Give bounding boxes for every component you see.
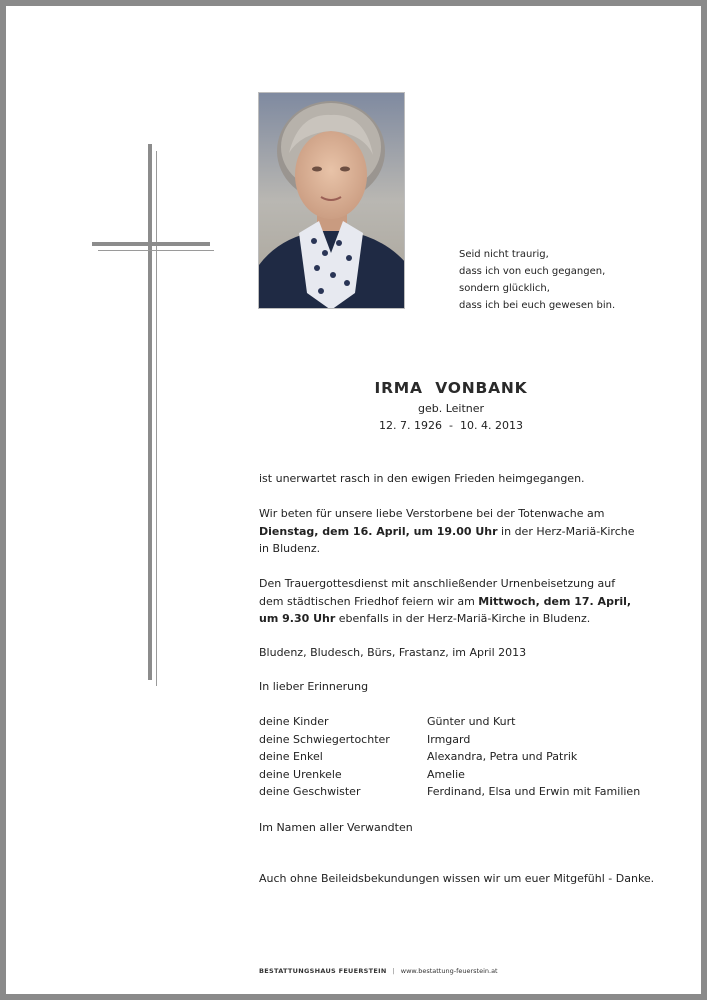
- family-relation: deine Enkel: [259, 750, 323, 763]
- poem-line: dass ich bei euch gewesen bin.: [459, 300, 616, 311]
- cross-shadow-vertical: [156, 151, 157, 686]
- portrait-photo: [258, 92, 405, 309]
- mass-line: Den Trauergottesdienst mit anschließender Urnenbeisetzung auf: [259, 577, 616, 590]
- mass-date: Mittwoch, dem 17. April,: [478, 594, 632, 608]
- wake-date: Dienstag, dem 16. April, um 19.00 Uhr: [259, 524, 498, 538]
- family-relation: deine Schwiegertochter: [259, 732, 390, 746]
- wake-line: [259, 523, 649, 541]
- closing-line: Auch ohne Beileidsbekundungen wissen wir um euer Mitgefühl - Danke.: [259, 872, 655, 885]
- poem-line: sondern glücklich,: [459, 283, 550, 294]
- family-names: Ferdinand, Elsa und Erwin mit Familien: [427, 785, 641, 798]
- family-row: [259, 783, 659, 801]
- wake-paragraph: [259, 505, 649, 558]
- intro-line: ist unerwartet rasch in den ewigen Frieden heimgegangen.: [259, 472, 585, 485]
- mass-line: [259, 593, 649, 611]
- mass-location: ebenfalls in der Herz-Mariä-Kirche in Bludenz.: [335, 612, 591, 625]
- family-relation: deine Kinder: [259, 715, 329, 728]
- intro-text: [259, 470, 649, 488]
- wake-location: in der Herz-Mariä-Kirche: [497, 524, 635, 538]
- footer-separator: |: [392, 967, 395, 975]
- deceased-name: IRMA VONBANK: [374, 379, 528, 397]
- wake-line: in Bludenz.: [259, 542, 321, 555]
- family-names: Amelie: [427, 767, 465, 781]
- family-row: [259, 766, 659, 784]
- mass-paragraph: [259, 575, 649, 628]
- mass-time: um 9.30 Uhr: [259, 612, 336, 625]
- family-names: Günter und Kurt: [427, 715, 516, 728]
- poem-line: Seid nicht traurig,: [459, 249, 549, 260]
- relatives-line: Im Namen aller Verwandten: [259, 821, 413, 834]
- family-row: [259, 713, 659, 731]
- family-relation: deine Urenkele: [259, 767, 342, 781]
- relatives-sign: [259, 819, 649, 837]
- life-dates: 12. 7. 1926 - 10. 4. 2013: [379, 419, 523, 432]
- closing-text: [259, 870, 655, 888]
- footer-website[interactable]: www.bestattung-feuerstein.at: [400, 967, 498, 975]
- mass-line: [259, 610, 649, 628]
- maiden-name: geb. Leitner: [417, 402, 485, 415]
- family-row: [259, 731, 659, 749]
- family-row: [259, 748, 659, 766]
- cross-icon: [148, 144, 152, 680]
- cross-bar: [92, 242, 210, 246]
- obituary-page: [6, 6, 701, 994]
- poem-line: dass ich von euch gegangen,: [459, 266, 606, 277]
- memory-line: In lieber Erinnerung: [259, 680, 369, 693]
- family-relation: deine Geschwister: [259, 785, 361, 798]
- family-list: [259, 713, 659, 801]
- memory-text: [259, 678, 649, 696]
- family-names: Irmgard: [427, 732, 471, 746]
- footer-brand: BESTATTUNGSHAUS FEUERSTEIN: [259, 967, 387, 975]
- footer: [259, 967, 498, 975]
- family-names: Alexandra, Petra und Patrik: [427, 750, 578, 763]
- mass-text: dem städtischen Friedhof feiern wir am: [259, 594, 479, 608]
- places-line: Bludenz, Bludesch, Bürs, Frastanz, im April 2013: [259, 646, 527, 659]
- wake-line: Wir beten für unsere liebe Verstorbene bei der Totenwache am: [259, 507, 605, 520]
- places-text: [259, 644, 649, 662]
- cross-shadow-horizontal: [98, 250, 214, 251]
- poem: [459, 246, 659, 314]
